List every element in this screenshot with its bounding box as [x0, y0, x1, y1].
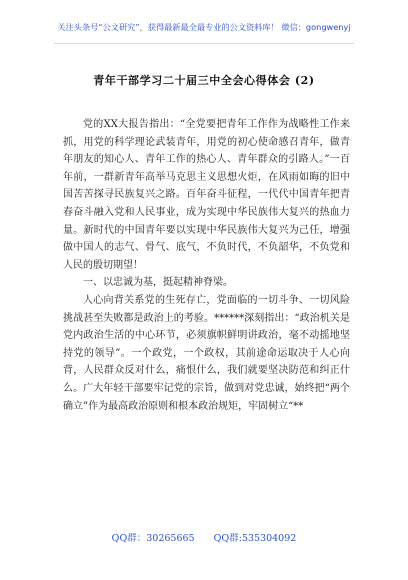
section-heading: 一、以忠诚为基，挺起精神脊梁。	[83, 277, 233, 289]
header-note: 关注头条号“公文研究”，获得最新最全最专业的公文资料库！ 微信：gongwenyj	[57, 22, 351, 32]
document-title: 青年干部学习二十届三中全会心得体会 (2)	[93, 74, 315, 87]
footer-contact	[0, 530, 408, 544]
header-divider	[54, 43, 354, 44]
document-body	[63, 116, 350, 415]
footer-qq-group-2: QQ群:535304092	[213, 533, 297, 544]
paragraph-intro: 党的XX大报告指出：“全党要把青年工作作为战略性工作来抓，用党的科学理论武装青年，用党的初心使命感召青年，做青年朋友的知心人、青年工作的热心人、青年群众的引路人。”一百年前，一群新青年高举马克思主义思想火炬，在风雨如晦的旧中国苦苦探寻民族复兴之路。百年奋斗征程，一代代中国青年把青春奋斗融入党和人民事业，成为实现中华民族伟大复兴的热血力量。新时代的中国青年要以实现中华民族伟大复兴为己任，增强做中国人的志气、骨气、底气，不负时代，不负韶华，不负党和人民的殷切期望！	[63, 119, 350, 271]
paragraph-loyalty: 人心向背关系党的生死存亡，党面临的一切斗争、一切风险挑战甚至失败都是政治上的考验。******深刻指出：“政治机关是党内政治生活的中心环节，必须旗帜鲜明讲政治，毫不动摇地坚持党的领导”。一个政党，一个政权，其前途命运取决于人心向背，人民群众反对什么，痛恨什么，我们就要坚决防范和纠正什么。广大年轻干部要牢记党的宗旨，做到对党忠诚，始终把“两个确立”作为最高政治原则和根本政治规矩，牢固树立“**	[63, 294, 350, 412]
footer-qq-group-1: QQ群：30265665	[111, 533, 195, 544]
